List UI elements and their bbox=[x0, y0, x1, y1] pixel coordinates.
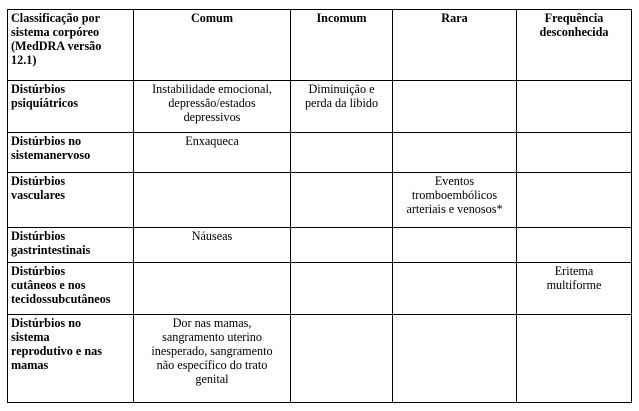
desconhecida-cell bbox=[517, 133, 632, 173]
desconhecida-cell: Eritema multiforme bbox=[517, 263, 632, 315]
rara-cell bbox=[393, 133, 517, 173]
incomum-cell bbox=[291, 263, 393, 315]
header-incomum: Incomum bbox=[291, 10, 393, 81]
table-row bbox=[8, 315, 632, 403]
rara-cell bbox=[393, 228, 517, 263]
comum-cell: Enxaqueca bbox=[134, 133, 291, 173]
comum-cell: Náuseas bbox=[134, 228, 291, 263]
table-row bbox=[8, 263, 632, 315]
table-row bbox=[8, 228, 632, 263]
organ-class-cell: Distúrbios vasculares bbox=[8, 173, 134, 228]
adverse-reactions-table bbox=[7, 9, 632, 403]
organ-class-cell: Distúrbios psiquiátricos bbox=[8, 81, 134, 133]
incomum-cell bbox=[291, 133, 393, 173]
incomum-cell bbox=[291, 173, 393, 228]
table-header-row bbox=[8, 10, 632, 81]
rara-cell: Eventos tromboembólicos arteriais e venosos* bbox=[393, 173, 517, 228]
incomum-cell: Diminuição e perda da libido bbox=[291, 81, 393, 133]
comum-cell bbox=[134, 173, 291, 228]
desconhecida-cell bbox=[517, 315, 632, 403]
header-desconhecida: Frequência desconhecida bbox=[517, 10, 632, 81]
header-comum: Comum bbox=[134, 10, 291, 81]
organ-class-cell: Distúrbios no sistema reprodutivo e nas mamas bbox=[8, 315, 134, 403]
table-row bbox=[8, 81, 632, 133]
rara-cell bbox=[393, 263, 517, 315]
comum-cell: Dor nas mamas, sangramento uterino inesperado, sangramento não específico do trato genital bbox=[134, 315, 291, 403]
organ-class-cell: Distúrbios gastrintestinais bbox=[8, 228, 134, 263]
desconhecida-cell bbox=[517, 173, 632, 228]
table-row bbox=[8, 133, 632, 173]
incomum-cell bbox=[291, 228, 393, 263]
table-row bbox=[8, 173, 632, 228]
rara-cell bbox=[393, 315, 517, 403]
incomum-cell bbox=[291, 315, 393, 403]
rara-cell bbox=[393, 81, 517, 133]
organ-class-cell: Distúrbios no sistemanervoso bbox=[8, 133, 134, 173]
comum-cell bbox=[134, 263, 291, 315]
organ-class-cell: Distúrbios cutâneos e nos tecidossubcutâneos bbox=[8, 263, 134, 315]
desconhecida-cell bbox=[517, 228, 632, 263]
comum-cell: Instabilidade emocional, depressão/estados depressivos bbox=[134, 81, 291, 133]
header-organ-class: Classificação por sistema corpóreo (MedDRA versão 12.1) bbox=[8, 10, 134, 81]
desconhecida-cell bbox=[517, 81, 632, 133]
header-rara: Rara bbox=[393, 10, 517, 81]
